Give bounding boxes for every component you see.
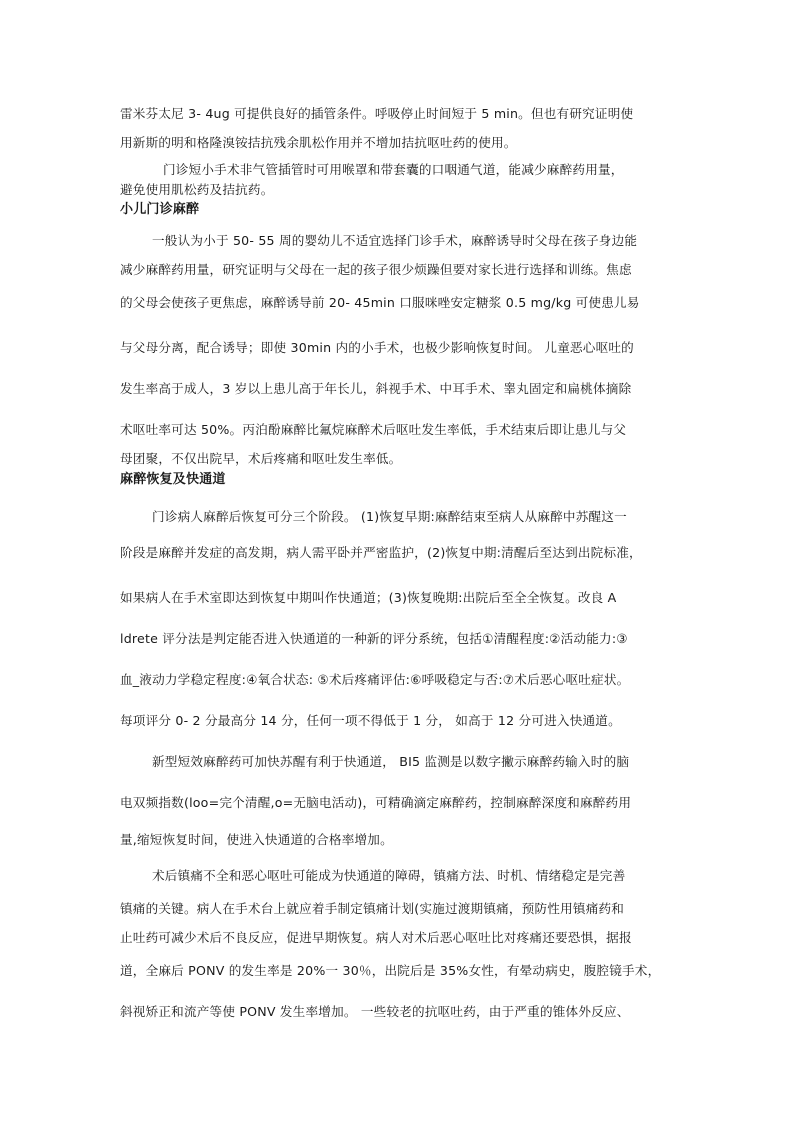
text-line: 发生率高于成人，3 岁以上患儿高于年长儿，斜视手术、中耳手术、睾丸固定和扁桃体摘除	[120, 381, 632, 396]
text-line: 阶段是麻醉并发症的高发期，病人需平卧并严密监护，(2)恢复中期:清醒后至达到出院标准，	[120, 545, 642, 560]
text-line: 术后镇痛不全和恶心呕吐可能成为快通道的障碍，镇痛方法、时机、情绪稳定是完善	[152, 868, 626, 883]
text-line: 电双频指数(loo=完个清醒,o=无脑电活动)，可精确滴定麻醉药，控制麻醉深度和麻醉药用	[120, 795, 632, 810]
text-line: 如果病人在手术室即达到恢复中期叫作快通道；(3)恢复晚期:出院后至全全恢复。改良 A	[120, 590, 617, 605]
text-line: 母团聚，不仅出院早，术后疼痛和呕吐发生率低。	[120, 451, 402, 466]
text-line: 减少麻醉药用量，研究证明与父母在一起的孩子很少烦躁但要对家长进行选择和训练。焦虑	[120, 262, 632, 277]
text-line: 新型短效麻醉药可加快苏醒有利于快通道， BI5 监测是以数字撇示麻醉药输入时的脑	[152, 754, 630, 769]
text-line: 与父母分离，配合诱导；即使 30min 内的小手术，也极少影响恢复时间。 儿童恶心呕吐的	[120, 340, 634, 355]
text-line: 血_液动力学稳定程度:④氧合状态: ⑤术后疼痛评估:⑥呼吸稳定与否:⑦术后恶心呕吐症状。	[120, 672, 630, 687]
text-line: 雷米芬太尼 3- 4ug 可提供良好的插管条件。呼吸停止时间短于 5 min。但也有研究证明使	[120, 106, 634, 121]
text-line: 避免使用肌松药及拮抗药。	[120, 182, 274, 197]
text-line: 术呕吐率可达 50%。丙泊酚麻醉比氟烷麻醉术后呕吐发生率低，手术结束后即让患儿与父	[120, 422, 627, 437]
text-line: 一般认为小于 50- 55 周的婴幼儿不适宜选择门诊手术，麻醉诱导时父母在孩子身边能	[152, 233, 638, 248]
section-heading-pediatric: 小儿门诊麻醉	[120, 202, 200, 217]
text-line: 每项评分 0- 2 分最高分 14 分，任何一项不得低于 1 分， 如高于 12 分可进入快通道。	[120, 713, 621, 728]
text-line: 的父母会使孩子更焦虑，麻醉诱导前 20- 45min 口服咪唑安定糖浆 0.5 mg/kg 可使患儿易	[120, 295, 640, 310]
text-line: 道，全麻后 PONV 的发生率是 20%一 30％，出院后是 35%女性，有晕动病史，腹腔镜手术，	[120, 963, 661, 978]
section-heading-recovery: 麻醉恢复及快通道	[120, 472, 226, 487]
text-line: 斜视矫正和流产等使 PONV 发生率增加。 一些较老的抗呕吐药，由于严重的锥体外反应、	[120, 1004, 630, 1019]
text-line: 量,缩短恢复时间，使进入快通道的合格率增加。	[120, 832, 393, 847]
text-line: 门诊短小手术非气管插管时可用喉罩和带套囊的口咽通气道，能减少麻醉药用量，	[163, 162, 624, 177]
text-line: 用新斯的明和格隆溴铵拮抗残余肌松作用并不增加拮抗呕吐药的使用。	[120, 135, 517, 150]
text-line: ldrete 评分法是判定能否进入快通道的一种新的评分系统，包括①清醒程度:②活动能力:③	[120, 631, 628, 646]
text-line: 镇痛的关键。病人在手术台上就应着手制定镇痛计划(实施过渡期镇痛，预防性用镇痛药和	[120, 901, 625, 916]
text-line: 门诊病人麻醉后恢复可分三个阶段。 (1)恢复早期:麻醉结束至病人从麻醉中苏醒这一	[152, 509, 627, 524]
text-line: 止吐药可减少术后不良反应，促进早期恢复。病人对术后恶心呕吐比对疼痛还要恐惧，据报	[120, 930, 632, 945]
